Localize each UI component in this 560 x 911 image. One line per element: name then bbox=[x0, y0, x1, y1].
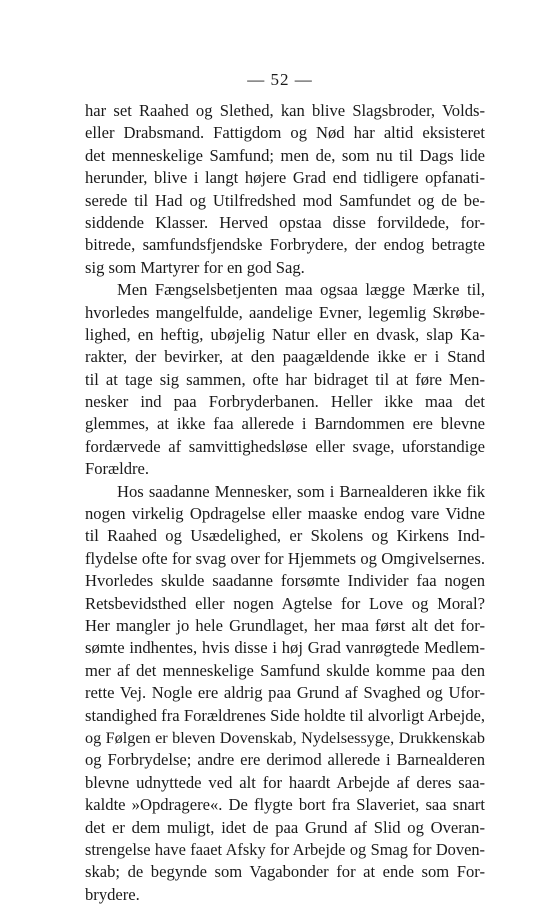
text-line: Her mangler jo hele Grundlaget, her maa først alt det for- bbox=[85, 615, 485, 635]
text-line: lighed, en heftig, ubøjelig Natur eller en dvask, slap Ka- bbox=[85, 324, 485, 344]
text-line: blevne udnyttede ved alt for haardt Arbejde af deres saa- bbox=[85, 772, 485, 792]
text-line: nogen virkelig Opdragelse eller maaske endog vare Vidne bbox=[85, 504, 485, 524]
text-line: bitrede, samfundsfjendske Forbrydere, der endog betragte bbox=[85, 235, 485, 255]
text-line: glemmes, at ikke faa allerede i Barndommen ere blevne bbox=[85, 414, 485, 434]
text-line: Forældre. bbox=[85, 459, 150, 479]
text-line: serede til Had og Utilfredshed mod Samfundet og de be- bbox=[85, 190, 485, 210]
text-line: herunder, blive i langt højere Grad end tidligere opfanati- bbox=[85, 168, 485, 188]
text-line: mer af det menneskelige Samfund skulde komme paa den bbox=[85, 660, 485, 680]
text-line: eller Drabsmand. Fattigdom og Nød har altid eksisteret bbox=[85, 123, 485, 143]
text-line: har set Raahed og Slethed, kan blive Slagsbroder, Volds- bbox=[85, 101, 485, 120]
text-line: det er dem muligt, idet de paa Grund af Slid og Overan- bbox=[85, 817, 485, 837]
body-text bbox=[85, 100, 485, 906]
text-line: sømte indhentes, hvis disse i høj Grad vanrøgtede Medlem- bbox=[85, 638, 485, 658]
text-line: til at tage sig sammen, ofte har bidraget til at føre Men- bbox=[85, 369, 485, 389]
text-line: sig som Martyrer for en god Sag. bbox=[85, 257, 305, 277]
text-line: nesker ind paa Forbryderbanen. Heller ikke maa det bbox=[85, 392, 485, 412]
text-line: og Forbrydelse; andre ere derimod allerede i Barnealderen bbox=[85, 750, 485, 770]
text-line: det menneskelige Samfund; men de, som nu til Dags lide bbox=[85, 145, 485, 165]
text-line: rakter, der bevirker, at den paagældende ikke er i Stand bbox=[85, 347, 485, 367]
text-line: brydere. bbox=[85, 884, 140, 904]
text-line: flydelse ofte for svag over for Hjemmets og Omgivelsernes. bbox=[85, 548, 485, 568]
text-line: strengelse have faaet Afsky for Arbejde og Smag for Doven- bbox=[85, 839, 485, 859]
text-line: standighed fra Forældrenes Side holdte til alvorligt Arbejde, bbox=[85, 705, 485, 725]
text-line: skab; de begynde som Vagabonder for at ende som For- bbox=[85, 862, 485, 882]
text-line: fordærvede af samvittighedsløse eller svage, uforstandige bbox=[85, 436, 485, 456]
page-number: — 52 — bbox=[247, 70, 313, 89]
text-line: Retsbevidsthed eller nogen Agtelse for Love og Moral? bbox=[85, 593, 485, 613]
text-line: rette Vej. Nogle ere aldrig paa Grund af Svaghed og Ufor- bbox=[85, 683, 485, 703]
text-line: Men Fængselsbetjenten maa ogsaa lægge Mærke til, bbox=[117, 280, 485, 300]
text-line: til Raahed og Usædelighed, er Skolens og Kirkens Ind- bbox=[85, 526, 485, 546]
text-line: kaldte »Opdragere«. De flygte bort fra Slaveriet, saa snart bbox=[85, 795, 485, 815]
text-line: Hvorledes skulde saadanne forsømte Individer faa nogen bbox=[85, 571, 485, 591]
text-line: hvorledes mangelfulde, aandelige Evner, legemlig Skrøbe- bbox=[85, 302, 485, 322]
text-line: Hos saadanne Mennesker, som i Barnealderen ikke fik bbox=[117, 481, 485, 501]
text-line: og Følgen er bleven Dovenskab, Nydelsessyge, Drukkenskab bbox=[85, 728, 485, 747]
text-line: siddende Klasser. Herved opstaa disse forvildede, for- bbox=[85, 212, 485, 232]
